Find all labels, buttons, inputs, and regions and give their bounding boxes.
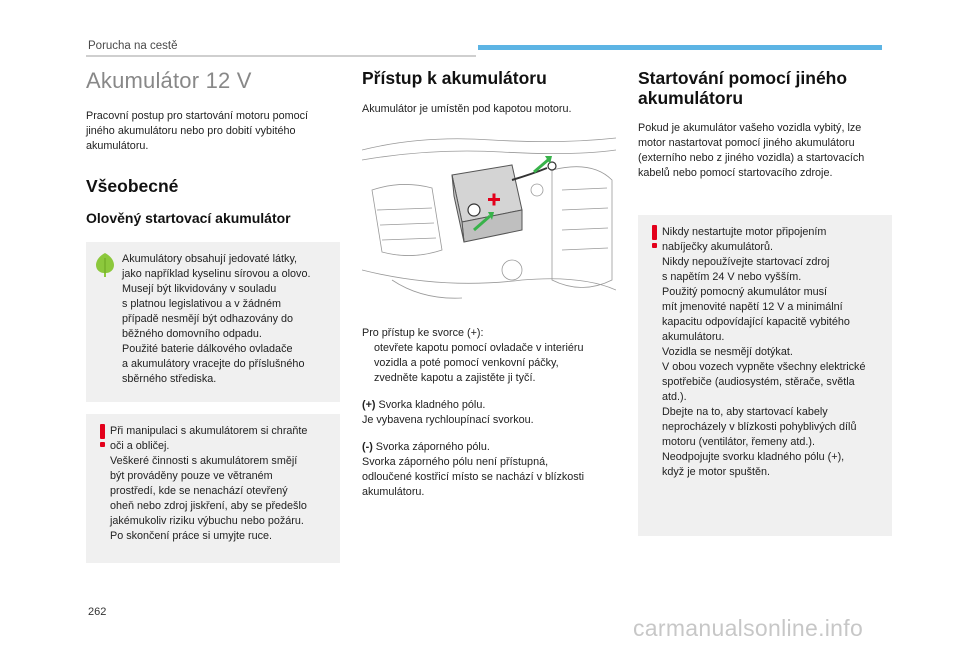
warning-text-right: Nikdy nestartujte motor připojením nabíječky akumulátorů. Nikdy nepoužívejte startovací zdroj s napětím 24 V nebo vyšším. Použitý pomocný akumulátor musí mít jmenovité napětí 12 V a minimální kapacitu odpovídající kapacitě vybitého akumulátoru. Vozidla se nesmějí dotýkat. V obou vozech vypněte všechny elektrické spotřebiče (audiosystém, stěrače, světla atd.). Dbejte na to, aby startovací kabely neprocházely v blízkosti pohyblivých dílů motoru (ventilátor, řemeny atd.). Neodpojujte svorku kladného pólu (+), když je motor spuštěn. [662,226,866,478]
battery-shape [452,165,522,242]
warning-exclamation-icon [96,424,110,448]
plus-terminal-detail: Je vybavena rychloupínací svorkou. [362,414,534,426]
heading-jump-start: Startování pomocí jiného akumulátoru [638,68,848,108]
plus-terminal-description [362,398,616,413]
column-left [86,66,340,563]
warning-text-left: Při manipulaci s akumulátorem si chraňte oči a obličej. Veškeré činnosti s akumulátorem smějí být prováděny pouze ve větraném prostředí, kde se nenachází otevřený oheň nebo zdroj jiskření, aby se předešlo jakémukoliv riziku výbuchu nebo požáru. Po skončení práce si umyjte ruce. [110,425,308,542]
minus-label: (-) [362,441,373,453]
header-rule [86,55,476,57]
heading-lead-battery: Olověný startovací akumulátor [86,210,291,226]
header-accent-bar [478,45,882,50]
eco-note-box [86,242,340,402]
access-step-text: zvedněte kapotu a zajistěte ji tyčí. [374,372,536,384]
access-step [362,371,616,386]
heading-general: Všeobecné [86,176,179,196]
battery-location-text: Akumulátor je umístěn pod kapotou motoru. [362,103,572,115]
plus-label: (+) [362,399,376,411]
intro-text: Pracovní postup pro startování motoru pomocí jiného akumulátoru nebo pro dobití vybitého akumulátoru. [86,110,309,152]
minus-terminal-detail: Svorka záporného pólu není přístupná, odloučené kostřicí místo se nachází v blízkosti akumulátoru. [362,456,585,498]
access-step-text: otevřete kapotu pomocí ovladače v interiéru vozidla a poté pomocí venkovní páčky, [374,342,584,369]
recycle-tree-icon [94,252,116,278]
warning-box-right [638,215,892,536]
watermark: carmanualsonline.info [633,615,864,641]
engine-bay-illustration [362,130,616,305]
column-middle [362,66,616,500]
page-number: 262 [88,606,107,618]
page-title: Akumulátor 12 V [86,68,252,93]
access-title: Pro přístup ke svorce (+): [362,327,484,339]
bullet-glyph [362,341,374,371]
eco-note-text: Akumulátory obsahují jedovaté látky, jako například kyselinu sírovou a olovo. Musejí být likvidovány v souladu s platnou legislativou a v žádném případě nesmějí být odhazovány do běžného domovního odpadu. Použité baterie dálkového ovladače a akumulátory vracejte do příslušného sběrného střediska. [122,253,311,385]
warning-exclamation-icon [648,225,662,249]
header-section-label: Porucha na cestě [88,40,178,52]
column-right [638,66,892,536]
access-step [362,341,616,371]
bullet-glyph [362,371,374,386]
jump-start-intro: Pokud je akumulátor vašeho vozidla vybitý, lze motor nastartovat pomocí jiného akumulátoru (externího nebo z jiného vozidla) a startovacích kabelů nebo pomocí startovacího zdroje. [638,122,865,179]
plus-text: Svorka kladného pólu. [375,399,486,411]
heading-battery-access: Přístup k akumulátoru [362,68,547,88]
minus-terminal-description [362,440,616,455]
warning-box-left [86,414,340,563]
minus-text: Svorka záporného pólu. [372,441,490,453]
